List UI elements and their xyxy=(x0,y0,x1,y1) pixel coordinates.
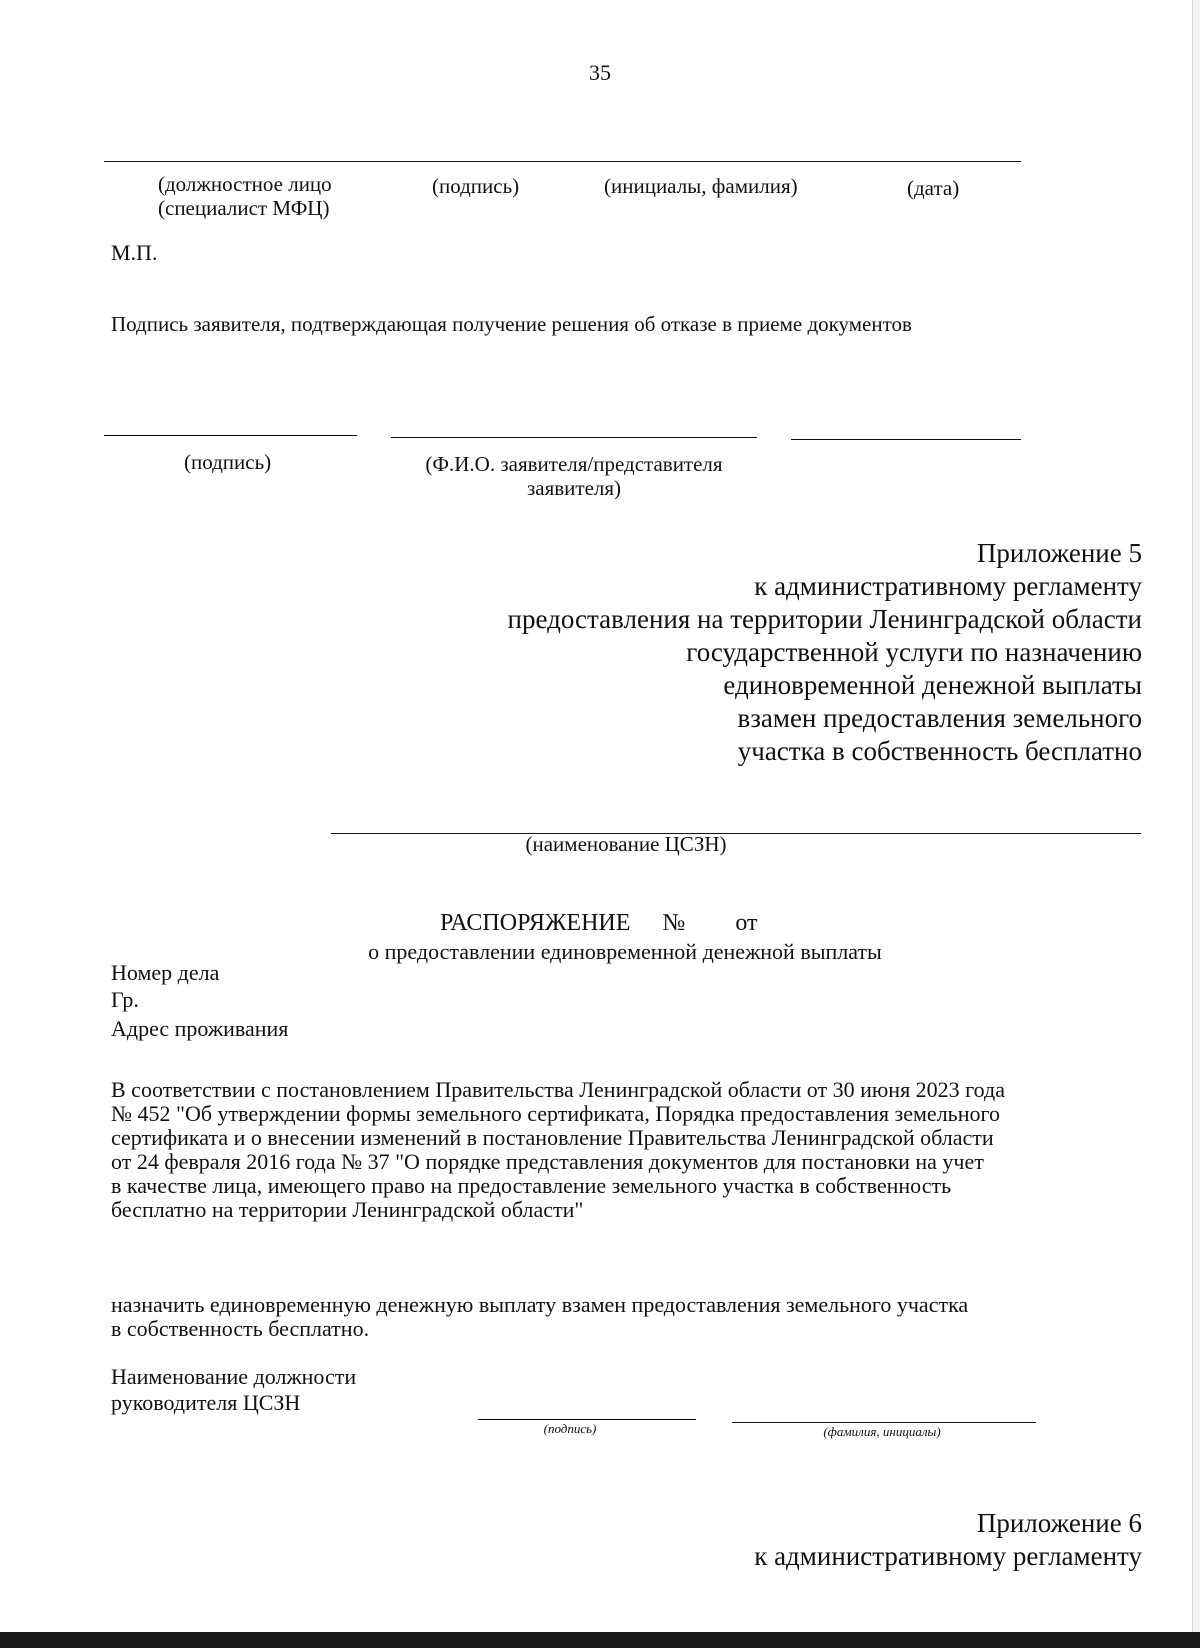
basis-line: № 452 "Об утверждении формы земельного сертификата, Порядка предоставления земельного xyxy=(111,1101,1000,1126)
head-surname-line xyxy=(732,1422,1036,1423)
scan-bottom-bar xyxy=(0,1632,1200,1648)
head-signature-line xyxy=(478,1419,696,1420)
appendix5-line: государственной услуги по назначению xyxy=(686,637,1142,667)
order-date-label: от xyxy=(735,910,758,936)
head-position xyxy=(111,1364,356,1416)
applicant-date-line xyxy=(791,439,1021,440)
basis-line: бесплатно на территории Ленинградской области" xyxy=(111,1197,584,1222)
appendix5-line: к административному регламенту xyxy=(754,571,1142,601)
appendix5-line: предоставления на территории Ленинградской области xyxy=(507,604,1142,634)
appendix5-line: единовременной денежной выплаты xyxy=(723,670,1142,700)
official-caption-line1: (должностное лицо xyxy=(158,172,332,196)
applicant-name-line xyxy=(391,437,757,438)
citizen-label: Гр. xyxy=(111,987,139,1012)
signature-line-top xyxy=(104,161,1021,162)
seal-place: М.П. xyxy=(111,240,158,265)
basis-line: от 24 февраля 2016 года № 37 "О порядке представления документов для постановки на учет xyxy=(111,1149,984,1174)
appendix5-header xyxy=(508,537,1142,768)
order-title-row xyxy=(440,909,758,937)
applicant-name-caption xyxy=(391,452,757,500)
initials-caption-top: (инициалы, фамилия) xyxy=(604,174,798,198)
signature-caption-top: (подпись) xyxy=(432,174,520,198)
official-caption xyxy=(158,172,332,220)
decision-paragraph xyxy=(111,1293,1141,1341)
address-label: Адрес проживания xyxy=(111,1016,289,1041)
appendix5-line: Приложение 5 xyxy=(976,538,1142,568)
applicant-signature-text: Подпись заявителя, подтверждающая получение решения об отказе в приеме документов xyxy=(111,312,912,336)
appendix6-line: к административному регламенту xyxy=(754,1541,1142,1571)
appendix5-line: участка в собственность бесплатно xyxy=(737,736,1142,766)
appendix6-line: Приложение 6 xyxy=(976,1508,1142,1538)
applicant-signature-caption: (подпись) xyxy=(184,450,272,474)
applicant-signature-line xyxy=(104,435,357,436)
applicant-name-caption-line1: (Ф.И.О. заявителя/представителя xyxy=(425,452,723,476)
decision-line: назначить единовременную денежную выплату взамен предоставления земельного участка xyxy=(111,1292,969,1317)
head-surname-caption: (фамилия, инициалы) xyxy=(823,1424,941,1439)
head-signature-caption: (подпись) xyxy=(543,1421,597,1436)
basis-line: в качестве лица, имеющего право на предоставление земельного участка в собственность xyxy=(111,1173,952,1198)
case-number-label: Номер дела xyxy=(111,960,220,985)
applicant-name-caption-line2: заявителя) xyxy=(526,476,622,500)
decision-line: в собственность бесплатно. xyxy=(111,1316,370,1341)
basis-line: сертификата и о внесении изменений в постановление Правительства Ленинградской области xyxy=(111,1125,994,1150)
authority-caption: (наименование ЦСЗН) xyxy=(525,832,727,856)
basis-line: В соответствии с постановлением Правительства Ленинградской области от 30 июня 2023 года xyxy=(111,1077,1005,1102)
scan-edge xyxy=(1192,0,1200,1648)
appendix6-header xyxy=(754,1507,1142,1573)
order-title: РАСПОРЯЖЕНИЕ xyxy=(440,910,631,936)
head-position-line2: руководителя ЦСЗН xyxy=(111,1390,301,1415)
appendix5-line: взамен предоставления земельного xyxy=(737,703,1142,733)
order-number-label: № xyxy=(662,910,686,936)
head-position-line1: Наименование должности xyxy=(111,1364,357,1389)
order-subtitle: о предоставлении единовременной денежной выплаты xyxy=(368,939,882,964)
basis-paragraph xyxy=(111,1078,1141,1222)
page-number: 35 xyxy=(589,60,611,85)
official-caption-line2: (специалист МФЦ) xyxy=(158,196,330,220)
date-caption-top: (дата) xyxy=(907,176,960,200)
